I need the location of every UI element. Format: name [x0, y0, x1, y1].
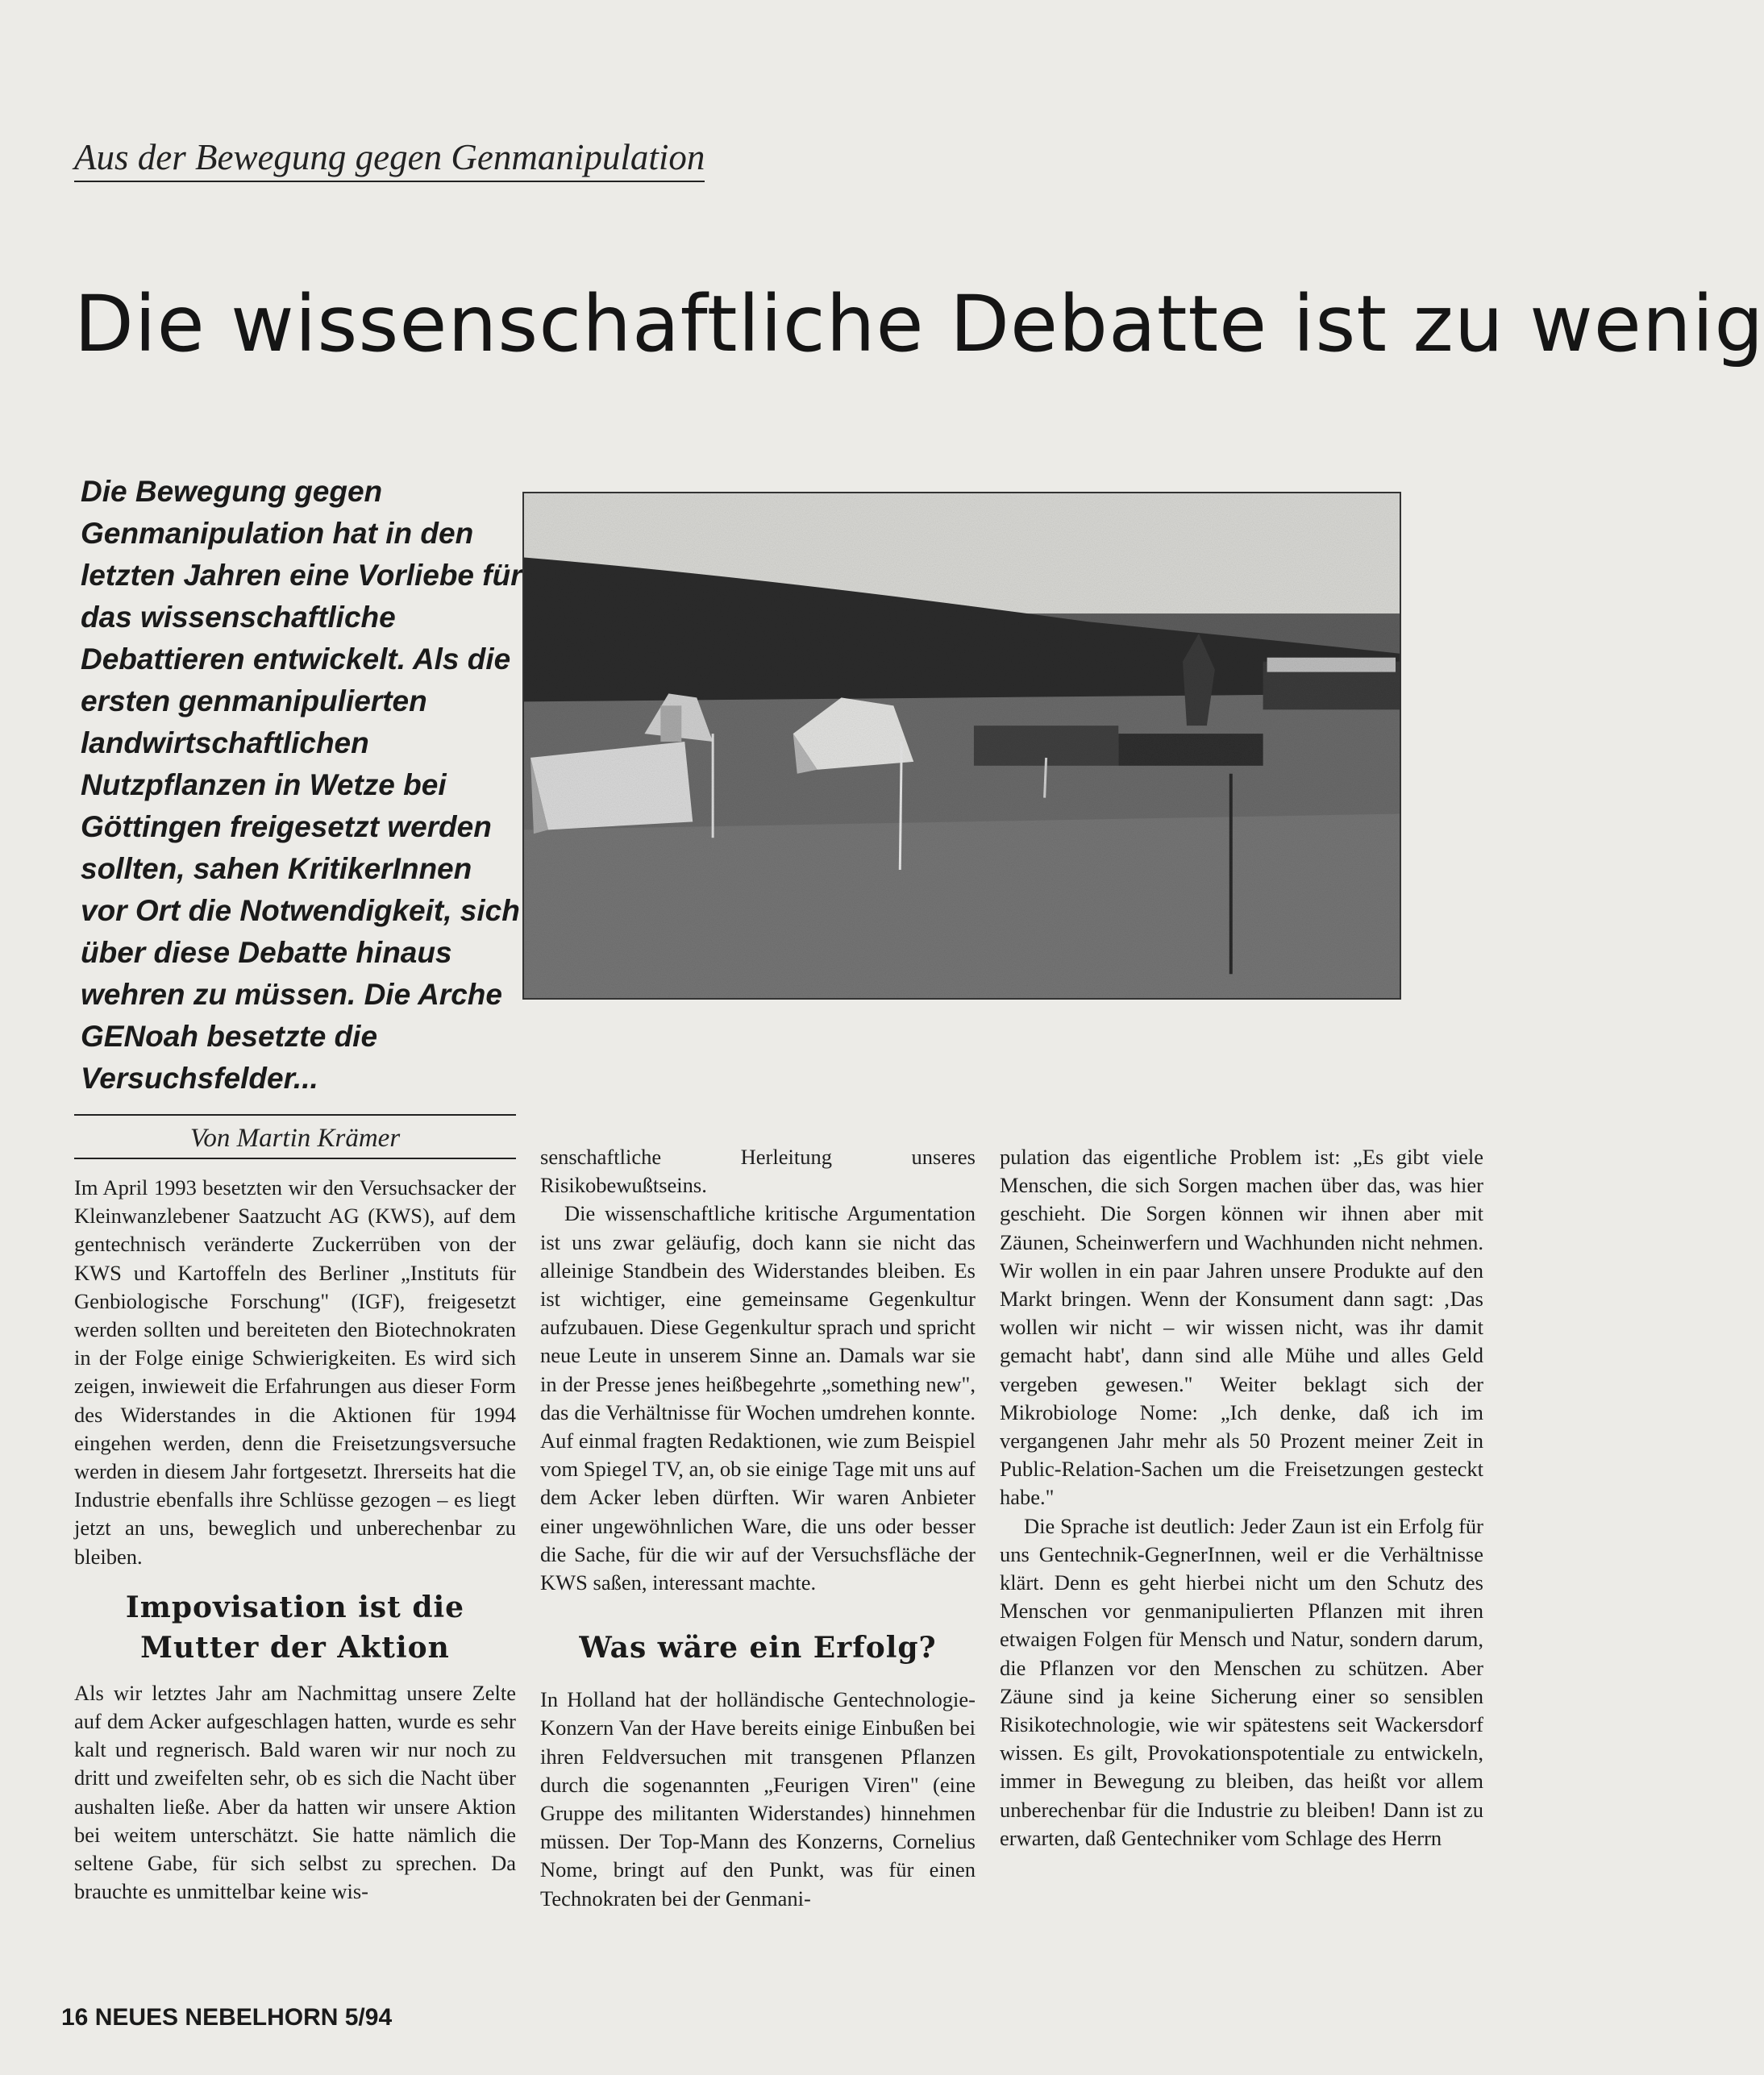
paragraph: Im April 1993 besetzten wir den Versuchsacker der Kleinwanzlebener Saatzucht AG (KWS), auf dem gentechnisch veränderte Zuckerrüben von der KWS und Kartoffeln des Berliner „Instituts für Genbiologische Forschung" (IGF), freigesetzt werden sollten und bereiteten den Biotechnokraten in der Folge einige Schwierigkeiten. Es wird sich zeigen, inwieweit die Erfahrungen aus dieser Form des Widerstandes in die Aktionen für 1994 eingehen werden, denn die Freisetzungsversuche werden in diesem Jahr fortgesetzt. Ihrerseits hat die Industrie ebenfalls ihre Schlüsse gezogen – es liegt jetzt an uns, beweglich und unberechenbar zu bleiben.: [74, 1175, 516, 1569]
paragraph: Als wir letztes Jahr am Nachmittag unsere Zelte auf dem Acker aufgeschlagen hatten, wurde es sehr kalt und regnerisch. Bald waren wir nur noch zu dritt und zweifelten sehr, ob es sich die Nacht über aushalten ließe. Aber da hatten wir unsere Aktion bei weitem unterschätzt. Sie hatte nämlich die seltene Gabe, für sich selbst zu sprechen. Da brauchte es unmittelbar keine wis-: [74, 1680, 516, 1904]
subheading: Impovisation ist die Mutter der Aktion: [125, 1590, 465, 1665]
article-column-3: [1000, 1143, 1483, 1853]
article-column-1: [74, 1174, 516, 1906]
paragraph: Die wissenschaftliche kritische Argumentation ist uns zwar geläufig, doch kann sie nicht das alleinige Standbein des Widerstandes bleiben. Es ist wichtiger, eine gemeinsame Gegenkultur aufzubauen. Diese Gegenkultur sprach und spricht neue Leute in unserem Sinne an. Damals war sie in der Presse jenes heißbegehrte „something new", das die Verhältnisse für Wochen umdrehen konnte. Auf einmal fragten Redaktionen, wie zum Beispiel vom Spiegel TV, an, ob sie einige Tage mit uns auf dem Acker leben dürften. Wir waren Anbieter einer ungewöhnlichen Ware, die uns oder besser die Sache, für die wir auf der Versuchsfläche der KWS saßen, interessant machte.: [540, 1201, 976, 1595]
section-label: Aus der Bewegung gegen Genmanipulation: [74, 137, 705, 182]
paragraph: Die Sprache ist deutlich: Jeder Zaun ist ein Erfolg für uns Gentechnik-GegnerInnen, weil er die Verhältnisse klärt. Denn es geht hierbei nicht um den Schutz des Menschen vor genmanipulierten Pflanzen mit ihren etwaigen Folgen für Mensch und Natur, sondern darum, die Pflanzen vor den Menschen zu schützen. Aber Zäune sind ja keine Sicherung einer so sensiblen Risikotechnologie, wie wir spätestens seit Wackersdorf wissen. Es gilt, Provokationspotentiale zu entwickeln, immer in Bewegung zu bleiben, das heißt vor allem unberechenbar für die Industrie zu bleiben! Dann ist zu erwarten, daß Gentechniker vom Schlage des Herrn: [1000, 1513, 1483, 1850]
lead-paragraph: Die Bewegung gegen Genmanipulation hat in den letzten Jahren eine Vorliebe für das wissenschaftliche Debattieren entwickelt. Als die ersten genmanipulierten landwirtschaftlichen Nutzpflanzen in Wetze bei Göttingen freigesetzt werden sollten, sahen KritikerInnen vor Ort die Notwendigkeit, sich über diese Debatte hinaus wehren zu müssen. Die Arche GENoah besetzte die Versuchsfelder...: [81, 475, 522, 1095]
page-footer: 16 NEUES NEBELHORN 5/94: [61, 2004, 393, 2031]
photo-image: [524, 493, 1400, 998]
subheading: Was wäre ein Erfolg?: [579, 1631, 937, 1665]
headline: Die wissenschaftliche Debatte ist zu wenig: [74, 279, 1764, 369]
byline: Von Martin Krämer: [189, 1124, 401, 1153]
article-column-2: [540, 1143, 976, 1913]
tent-camp-photo: [522, 492, 1401, 1000]
byline-rule-top: [74, 1114, 516, 1116]
byline-rule-bottom: [74, 1158, 516, 1159]
paragraph: In Holland hat der holländische Gentechnologie-Konzern Van der Have bereits einige Einbußen bei ihren Feldversuchen mit transgenen Pflanzen durch die sogenannten „Feurigen Viren" (eine Gruppe des militanten Widerstandes) hinnehmen müssen. Der Top-Mann des Konzerns, Cornelius Nome, bringt auf den Punkt, was für einen Technokraten bei der Genmani-: [540, 1687, 976, 1911]
paragraph: senschaftliche Herleitung unseres Risikobewußtseins.: [540, 1145, 976, 1198]
paragraph: pulation das eigentliche Problem ist: „Es gibt viele Menschen, die sich Sorgen machen über das, was hier geschieht. Die Sorgen können wir ihnen aber mit Zäunen, Scheinwerfern und Wachhunden nicht nehmen. Wir wollen in ein paar Jahren unsere Produkte auf den Markt bringen. Wenn der Konsument dann sagt: ‚Das wollen wir nicht – wir wissen nicht, was ihr damit gemacht habt', dann sind alle Mühe und alles Geld vergeben gewesen." Weiter beklagt sich der Mikrobiologe Nome: „Ich denke, daß ich im vergangenen Jahr mehr als 50 Prozent meiner Zeit in Public-Relation-Sachen um die Freisetzungen gesteckt habe.": [1000, 1145, 1483, 1510]
